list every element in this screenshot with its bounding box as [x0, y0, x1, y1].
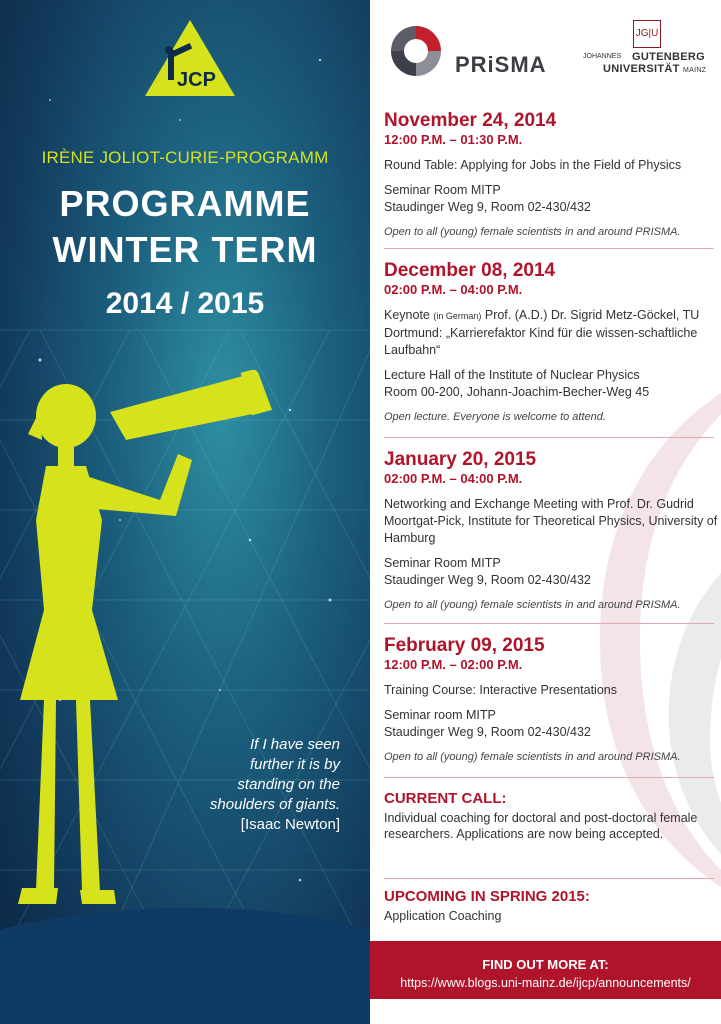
divider — [384, 623, 714, 624]
event-location-line: Seminar Room MITP — [384, 183, 501, 197]
quote-author: [Isaac Newton] — [240, 816, 340, 833]
telescope-woman-silhouette — [0, 370, 370, 930]
event-november-24 — [384, 110, 719, 241]
event-note: Open to all (young) female scientists in and around PRISMA. — [384, 226, 681, 238]
event-date: November 24, 2014 — [384, 110, 557, 131]
event-date: December 08, 2014 — [384, 260, 556, 281]
divider — [384, 777, 714, 778]
event-description-block — [384, 307, 719, 359]
newton-quote — [140, 735, 340, 835]
right-panel — [370, 0, 721, 1024]
upcoming-text: Application Coaching — [384, 909, 502, 923]
event-language-note: (in German) — [433, 311, 482, 321]
banner-heading: FIND OUT MORE AT: — [482, 957, 609, 972]
current-call-section — [384, 790, 714, 842]
event-note: Open to all (young) female scientists in and around PRISMA. — [384, 599, 681, 611]
event-location-line: Seminar room MITP — [384, 708, 496, 722]
event-description: Training Course: Interactive Presentations — [384, 683, 617, 697]
event-time: 02:00 P.M. – 04:00 P.M. — [384, 282, 523, 297]
event-time: 12:00 P.M. – 02:00 P.M. — [384, 657, 523, 672]
prisma-logo-icon — [386, 24, 446, 78]
title-line-2: WINTER TERM — [52, 229, 318, 270]
announcements-link[interactable]: https://www.blogs.uni-mainz.de/ijcp/announcements/ — [400, 976, 691, 990]
event-location-line: Room 00-200, Johann-Joachim-Becher-Weg 45 — [384, 385, 650, 399]
event-december-08 — [384, 260, 719, 426]
event-time: 12:00 P.M. – 01:30 P.M. — [384, 132, 523, 147]
divider — [384, 437, 714, 438]
jgu-gutenberg: GUTENBERG — [632, 51, 705, 63]
term-year: 2014 / 2015 — [105, 287, 265, 320]
upcoming-heading: UPCOMING IN SPRING 2015: — [384, 888, 590, 905]
event-date: January 20, 2015 — [384, 449, 537, 470]
event-note: Open lecture. Everyone is welcome to attend. — [384, 411, 606, 423]
find-out-more-banner — [370, 941, 721, 999]
jgu-mainz: MAINZ — [683, 67, 707, 74]
current-call-heading: CURRENT CALL: — [384, 790, 507, 807]
quote-line: shoulders of giants. — [209, 796, 340, 813]
jgu-logo-mark: JG|U — [633, 20, 661, 48]
event-location-line: Seminar Room MITP — [384, 556, 501, 570]
event-january-20 — [384, 449, 719, 614]
current-call-text: Individual coaching for doctoral and post-doctoral female researchers. Applications are now being accepted. — [384, 811, 698, 841]
event-description: Networking and Exchange Meeting with Prof. Dr. Gudrid Moortgat-Pick, Institute for Theoretical Physics, University of Hamburg — [384, 497, 718, 545]
event-february-09 — [384, 635, 719, 766]
event-location-line: Staudinger Weg 9, Room 02-430/432 — [384, 200, 591, 214]
event-location-line: Lecture Hall of the Institute of Nuclear Physics — [384, 368, 640, 382]
upcoming-section — [384, 888, 714, 924]
ijcp-logo — [145, 20, 235, 96]
event-description: Round Table: Applying for Jobs in the Field of Physics — [384, 158, 682, 172]
event-description-prefix: Keynote — [384, 308, 430, 322]
jgu-johannes: JOHANNES — [583, 53, 622, 60]
event-location-line: Staudinger Weg 9, Room 02-430/432 — [384, 725, 591, 739]
prisma-logo-text: PRiSMA — [455, 52, 547, 77]
quote-line: If I have seen — [249, 736, 340, 753]
divider — [384, 878, 714, 879]
quote-line: further it is by — [249, 756, 340, 773]
program-name: IRÈNE JOLIOT-CURIE-PROGRAMM — [41, 148, 329, 167]
title-line-1: PROGRAMME — [59, 183, 311, 224]
jgu-universitat — [603, 63, 706, 75]
jgu-universitat-word: UNIVERSITÄT — [603, 63, 680, 75]
divider — [384, 248, 714, 249]
logo-text: JCP — [177, 69, 216, 91]
event-note: Open to all (young) female scientists in and around PRISMA. — [384, 751, 681, 763]
quote-line: standing on the — [237, 776, 340, 793]
header-logos — [370, 0, 721, 100]
event-description: Prof. (A.D.) Dr. Sigrid Metz-Göckel, TU Dortmund: „Karrierefaktor Kind für die wissen-schaftliche Laufbahn“ — [384, 308, 700, 357]
event-location-line: Staudinger Weg 9, Room 02-430/432 — [384, 573, 591, 587]
event-time: 02:00 P.M. – 04:00 P.M. — [384, 471, 523, 486]
event-date: February 09, 2015 — [384, 635, 545, 656]
